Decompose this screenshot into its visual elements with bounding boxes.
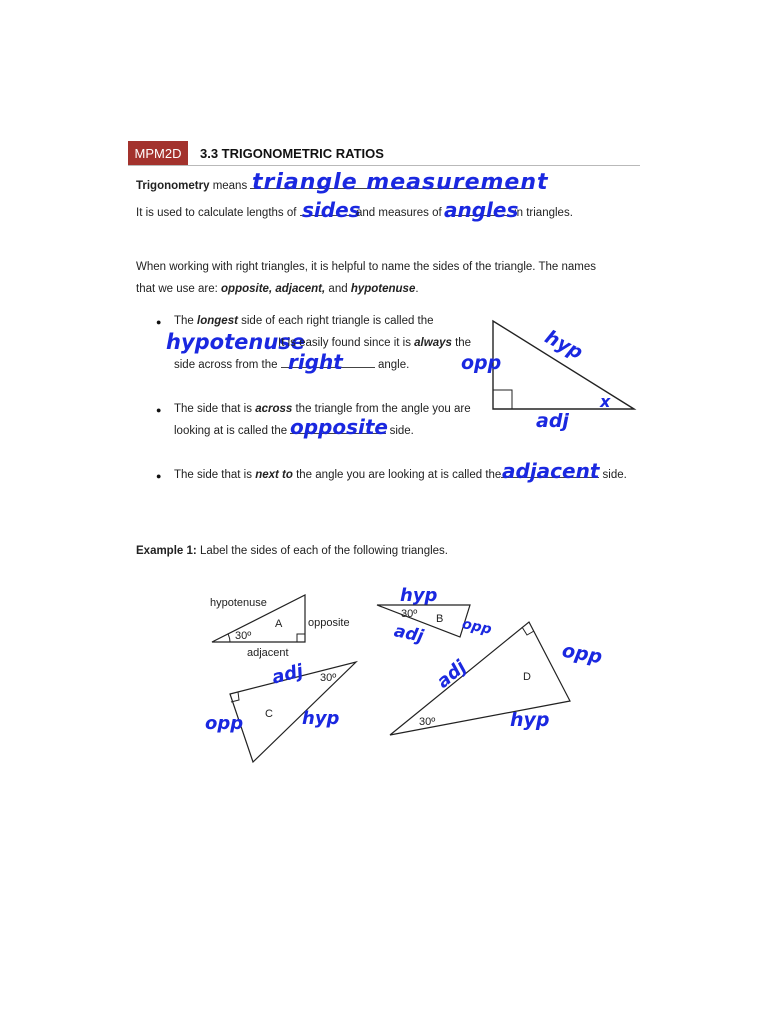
triangle-c-hw-adj: adj — [269, 660, 306, 689]
bullet-3-line-1: The side that is next to the angle you are looking at is called the side. — [174, 469, 627, 481]
bullet-1-line-3: side across from the angle. — [174, 359, 410, 371]
triangle-a-right-angle — [297, 634, 305, 642]
usage-line-prefix: It is used to calculate lengths of — [136, 207, 350, 219]
bullet-marker: ● — [156, 317, 162, 327]
example-label: Example 1: — [136, 545, 197, 557]
triangle-a-label-opposite: opposite — [308, 617, 350, 629]
means-label: means — [212, 180, 248, 192]
ref-label-opp: opp — [461, 352, 502, 374]
triangle-c-angle: 30º — [320, 672, 337, 684]
triangle-a-label-adjacent: adjacent — [247, 647, 289, 659]
triangle-a-angle: 30º — [235, 630, 252, 642]
triangle-d-hw-opp: opp — [560, 639, 604, 669]
bullet-2-line-2: looking at is called the side. — [174, 425, 414, 437]
header-divider — [128, 165, 640, 166]
triangle-b-hw-hyp: hyp — [400, 585, 438, 606]
right-angle-mark — [493, 390, 512, 409]
example-line — [136, 545, 448, 557]
intro-line-1: When working with right triangles, it is helpful to name the sides of the triangle. The names — [136, 261, 597, 273]
triangle-d-name: D — [523, 671, 531, 683]
triangle-b-hw-adj: adj — [392, 621, 426, 647]
ref-label-adj: adj — [536, 410, 569, 432]
triangle-d-angle: 30º — [419, 716, 436, 728]
triangle-a-angle-arc — [228, 634, 230, 642]
answer-sides: sides — [302, 198, 361, 222]
term-trigonometry: Trigonometry — [136, 180, 210, 192]
triangle-c-name: C — [265, 708, 273, 720]
bullet-2-line-1: The side that is across the triangle from the angle you are — [174, 403, 471, 415]
triangle-b-name: B — [436, 613, 444, 625]
triangle-b-hw-opp: opp — [460, 616, 494, 638]
triangle-c-hw-hyp: hyp — [302, 708, 340, 729]
section-title: 3.3 TRIGONOMETRIC RATIOS — [200, 146, 384, 161]
answer-right: right — [288, 350, 343, 374]
bullet-1-line-1: The longest side of each right triangle is called the — [174, 315, 434, 327]
usage-line-middle: and measures of in triangles. — [356, 207, 573, 219]
triangle-a-label-hypotenuse: hypotenuse — [210, 597, 267, 609]
bullet-1-line-2: It is easily found since it is always the — [278, 337, 472, 349]
answer-hypotenuse: hypotenuse — [166, 330, 306, 354]
bullet-marker: ● — [156, 471, 162, 481]
term-opposite: opposite, — [221, 283, 273, 295]
answer-opposite: opposite — [290, 415, 388, 439]
answer-adjacent: adjacent — [502, 459, 600, 483]
term-hypotenuse: hypotenuse — [350, 283, 416, 295]
term-adjacent: adjacent, — [275, 283, 326, 295]
triangle-b-angle: 30º — [401, 608, 418, 620]
bullet-marker: ● — [156, 405, 162, 415]
answer-triangle-measurement: triangle measurement — [252, 170, 549, 195]
course-code-badge: MPM2D — [128, 141, 188, 165]
intro-line-2: that we use are: opposite, adjacent, and hypotenuse. — [136, 283, 419, 295]
triangle-a-name: A — [275, 618, 283, 630]
triangle-d-hw-hyp: hyp — [510, 709, 550, 731]
ref-angle-x: x — [600, 392, 611, 411]
answer-angles: angles — [444, 198, 519, 222]
triangle-c-hw-opp: opp — [205, 713, 244, 734]
triangle-d-hw-adj: adj — [432, 656, 471, 693]
ref-label-hyp: hyp — [541, 326, 587, 364]
example-instruction: Label the sides of each of the following triangles. — [199, 545, 448, 557]
